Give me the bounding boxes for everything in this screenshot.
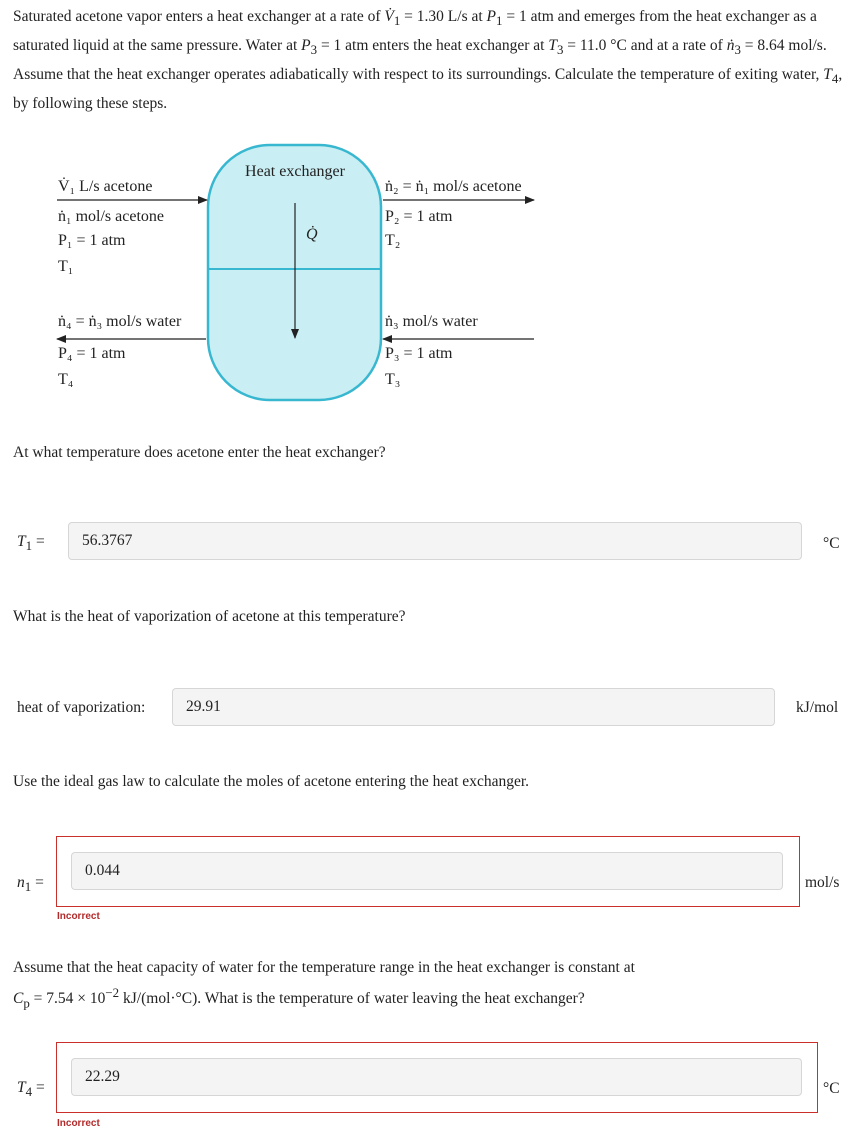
svg-text:T₄: T₄	[58, 371, 74, 388]
problem-statement: Saturated acetone vapor enters a heat exchanger at a rate of $V̇_1 = 1.30$ L/s at $P_1 = 1$ atm and emerges from the heat exchanger as a saturated liquid at the same pressure. Water at $P_3 = 1$ atm enters the heat exchanger at $T_3 = 11.0$ °C and at a rate of ṅ$_3$ = 8.64 mol/s. Assume that the heat exchanger operates adiabatically with respect to its surroundings. Calculate the temperature of exiting water, $T_4$, by following these steps.	[13, 8, 843, 113]
question-2-text: What is the heat of vaporization of acetone at this temperature?	[13, 608, 406, 625]
heat-of-vaporization-label: heat of vaporization:	[17, 699, 146, 716]
question-4-text: Assume that the heat capacity of water for the temperature range in the heat exchanger is constant at $C_p = 7.54 \times 10^{-2}$ kJ/(mol·°C). What is the temperature of water leaving the heat exchanger?	[13, 959, 635, 1011]
svg-text:P₂ = 1 atm: P₂ = 1 atm	[385, 208, 453, 225]
svg-text:P₄ = 1 atm: P₄ = 1 atm	[58, 345, 126, 362]
heat-exchanger-title: Heat exchanger	[245, 163, 345, 180]
svg-text:P₁ = 1 atm: P₁ = 1 atm	[58, 232, 126, 249]
heat-of-vaporization-unit: kJ/mol	[796, 699, 839, 716]
n1-input[interactable]: 0.044	[71, 852, 783, 890]
acetone-outlet-labels	[385, 178, 522, 249]
question-3-text: Use the ideal gas law to calculate the moles of acetone entering the heat exchanger.	[13, 773, 530, 790]
t4-label: $T_4$ =	[17, 1079, 45, 1100]
heat-of-vaporization-input[interactable]: 29.91	[172, 688, 775, 726]
n1-label: $n_1$ =	[17, 874, 44, 895]
svg-text:V̇₁ L/s acetone: V̇₁ L/s acetone	[58, 178, 153, 195]
svg-text:ṅ₁ mol/s acetone: ṅ₁ mol/s acetone	[58, 208, 164, 225]
t4-unit: °C	[823, 1080, 840, 1097]
question-1-text: At what temperature does acetone enter the heat exchanger?	[13, 444, 386, 461]
water-inlet-labels	[385, 313, 478, 388]
svg-text:ṅ₄ = ṅ₃ mol/s water: ṅ₄ = ṅ₃ mol/s water	[58, 313, 182, 330]
svg-text:T₃: T₃	[385, 371, 401, 388]
t1-unit: °C	[823, 535, 840, 552]
acetone-inlet-labels	[58, 177, 164, 275]
heat-flow-label: Q̇	[306, 226, 318, 243]
svg-text:ṅ₃ mol/s water: ṅ₃ mol/s water	[385, 313, 478, 330]
t4-feedback: Incorrect	[57, 1118, 100, 1129]
t1-label: $T_1$ =	[17, 533, 45, 554]
t4-input[interactable]: 22.29	[71, 1058, 802, 1096]
t1-input[interactable]: 56.3767	[68, 522, 802, 560]
svg-text:T₁: T₁	[58, 258, 74, 275]
svg-text:ṅ₂ = ṅ₁ mol/s acetone: ṅ₂ = ṅ₁ mol/s acetone	[385, 178, 522, 195]
water-outlet-labels	[58, 313, 182, 388]
n1-feedback: Incorrect	[57, 911, 100, 922]
svg-text:T₂: T₂	[385, 232, 401, 249]
svg-text:P₃ = 1 atm: P₃ = 1 atm	[385, 345, 453, 362]
n1-unit: mol/s	[805, 874, 840, 891]
heat-exchanger-diagram	[0, 140, 856, 410]
